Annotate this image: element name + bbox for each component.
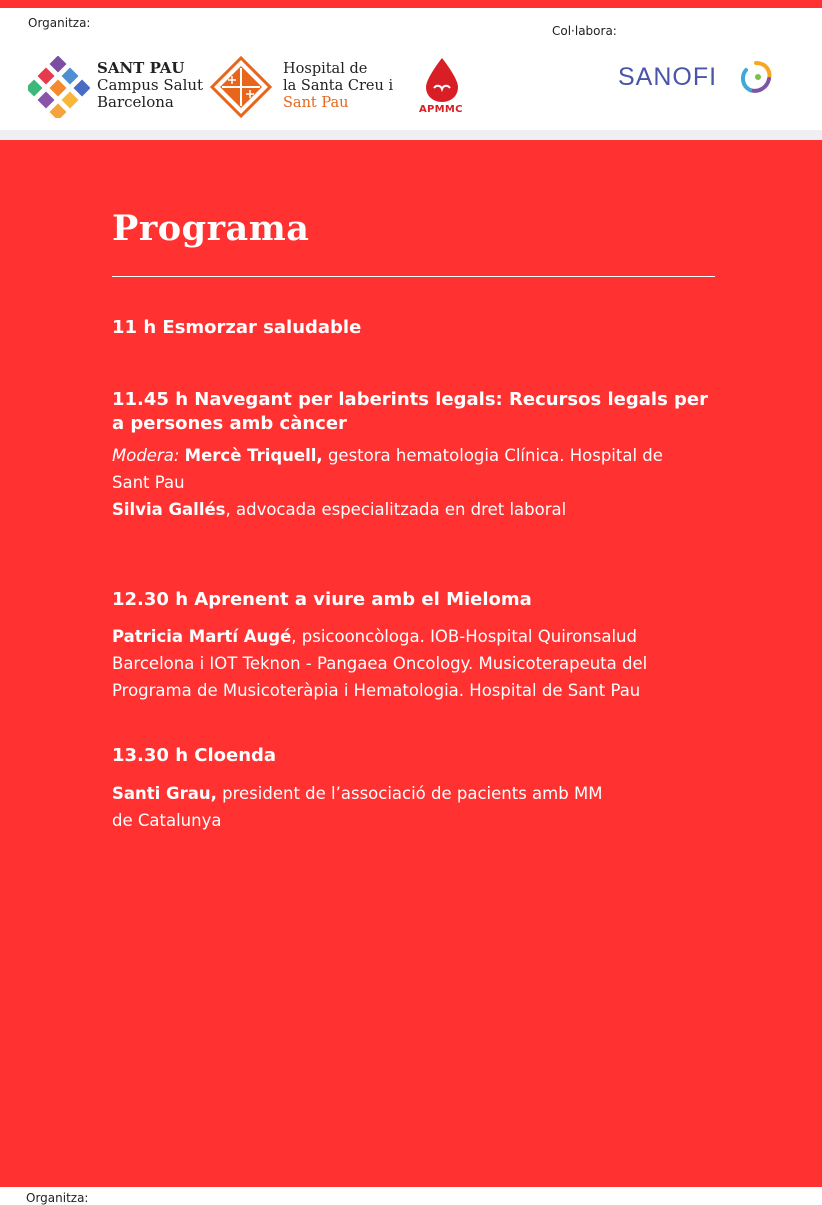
organitza-label: Organitza:	[28, 16, 91, 30]
sanofi-logo-text: SANOFI	[618, 63, 718, 91]
hospital-santpau-logo-icon	[210, 56, 272, 118]
apmmc-logo-text: APMMC	[419, 104, 463, 115]
moderator-line: Modera: Mercè Triquell, gestora hematologia Clínica. Hospital de	[112, 446, 663, 465]
program-item-speakers: Santi Grau, president de l’associació de pacients amb MM de Catalunya	[112, 780, 712, 834]
program-item-speakers: Patricia Martí Augé, psicooncòloga. IOB-Hospital Quironsalud Barcelona i IOT Teknon - Pangaea Oncology. Musicoterapeuta del Programa de Musicoteràpia i Hematologia. Hospital de Sant Pau	[112, 623, 712, 704]
header-logos	[0, 8, 822, 130]
speaker-line: Patricia Martí Augé, psicooncòloga. IOB-Hospital Quironsalud	[112, 627, 637, 646]
program-item-speakers: Modera: Mercè Triquell, gestora hematologia Clínica. Hospital de Sant Pau Silvia Gallés, advocada especialitzada en dret laboral	[112, 442, 712, 523]
page-title: Programa	[112, 208, 310, 249]
hospital-santpau-logo-text: Hospital de la Santa Creu i Sant Pau	[283, 61, 394, 111]
footer-organitza-label: Organitza:	[26, 1191, 89, 1205]
collabora-label: Col·labora:	[552, 24, 617, 38]
apmmc-drop-logo-icon	[422, 56, 462, 104]
program-item-title: 12.30 h Aprenent a viure amb el Mieloma	[112, 589, 532, 610]
footer-strip	[0, 1187, 822, 1200]
speaker-line: Santi Grau, president de l’associació de pacients amb MM	[112, 784, 603, 803]
title-divider	[112, 276, 715, 277]
sanofi-swirl-logo-icon	[738, 60, 774, 96]
program-section	[0, 140, 822, 1187]
santpau-campus-logo-text: SANT PAU Campus Salut Barcelona	[97, 59, 204, 111]
program-item-title: 11.45 h Navegant per laberints legals: Recursos legals per a persones amb càncer	[112, 389, 709, 434]
program-item-title: 11 h Esmorzar saludable	[112, 317, 362, 338]
santpau-campus-logo-icon	[28, 56, 90, 118]
speaker-line: Silvia Gallés, advocada especialitzada en dret laboral	[112, 500, 567, 519]
program-item-title: 13.30 h Cloenda	[112, 745, 277, 766]
top-red-strip	[0, 0, 822, 8]
header-divider	[0, 130, 822, 140]
